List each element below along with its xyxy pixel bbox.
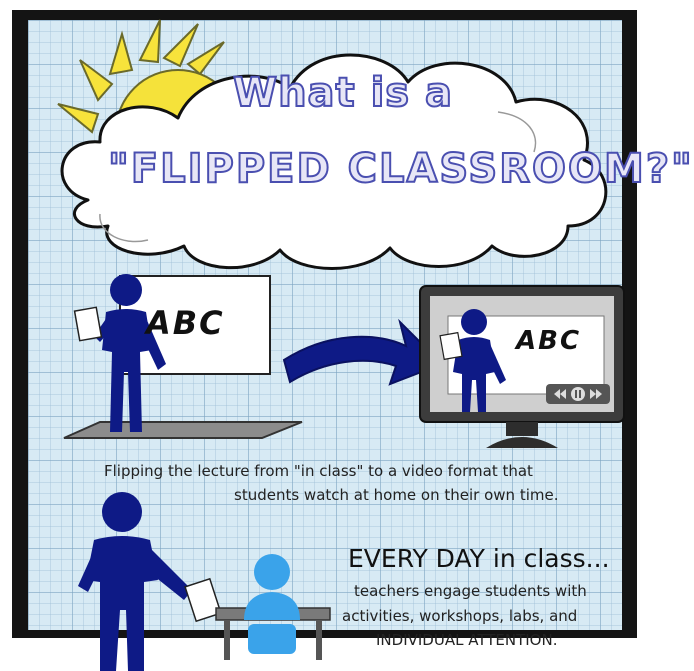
paper-sheet [75, 307, 102, 340]
every-day-line-1: teachers engage students with [354, 582, 587, 600]
arrow-right-icon [284, 322, 442, 384]
grid-paper-background [28, 20, 694, 649]
every-day-line-2: activities, workshops, labs, and [342, 607, 578, 625]
bottom-teacher-icon [78, 492, 192, 671]
caption-line-1: Flipping the lecture from "in class" to a video format that [104, 462, 533, 480]
caption-line-2: students watch at home on their own time. [234, 486, 559, 504]
whiteboard-text: ABC [146, 304, 225, 342]
video-paper-sheet [440, 333, 462, 360]
infographic-frame [12, 10, 694, 649]
video-board-text: ABC [516, 326, 582, 356]
page-title-line-2: "FLIPPED CLASSROOM?" [108, 146, 694, 192]
monitor-icon [420, 286, 624, 448]
pause-icon[interactable] [571, 387, 585, 401]
every-day-heading: EVERY DAY in class... [348, 544, 610, 573]
page-title-line-1: What is a [232, 70, 454, 116]
floor [64, 422, 302, 438]
every-day-line-3: INDIVIDUAL ATTENTION. [376, 631, 558, 649]
student-icon [244, 554, 300, 654]
player-controls[interactable] [546, 384, 610, 404]
